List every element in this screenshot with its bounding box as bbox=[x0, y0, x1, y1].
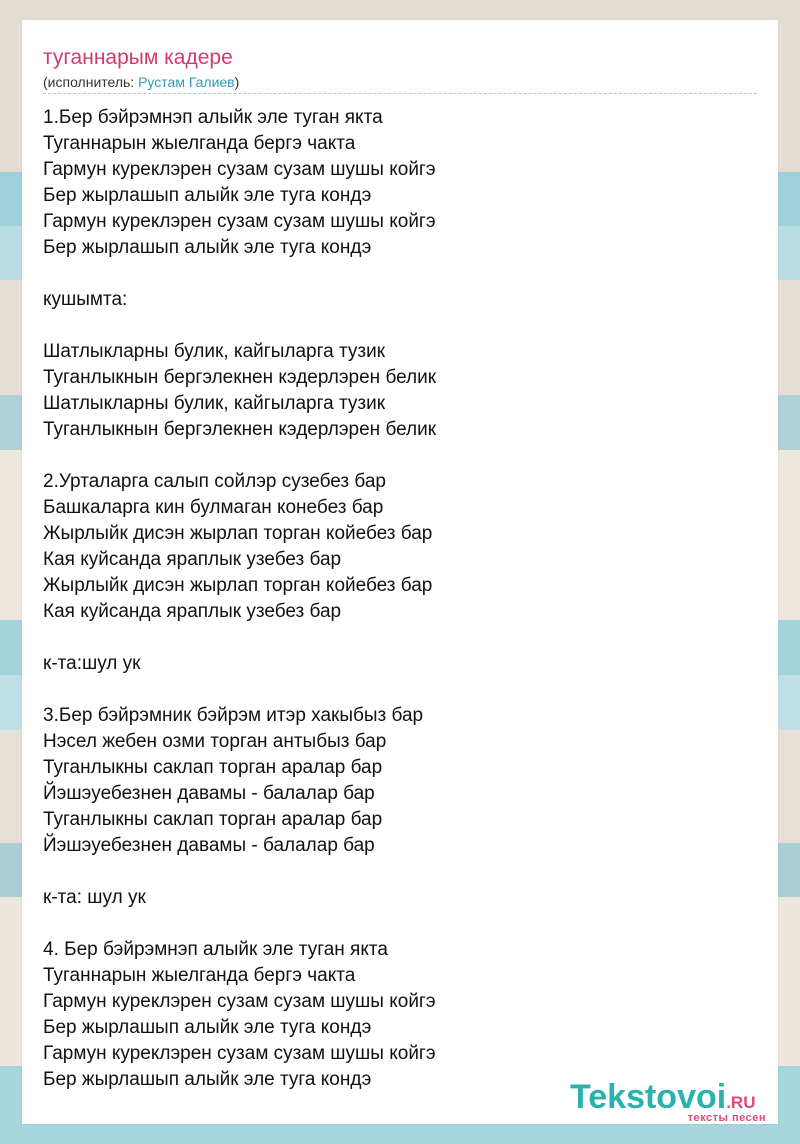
lyrics-line: Туганлыкны саклап торган аралар бар bbox=[43, 757, 383, 778]
lyrics-blank-line bbox=[43, 677, 753, 703]
lyrics-line: Туганнарын жыелганда бергэ чакта bbox=[43, 965, 356, 986]
lyrics-line: Башкаларга кин булмаган конебез бар bbox=[43, 497, 384, 518]
lyrics-line: Гармун куреклэрен сузам сузам шушы койгэ bbox=[43, 211, 436, 232]
song-title: туганнарым кадере bbox=[43, 46, 233, 69]
performer-suffix: ) bbox=[234, 74, 240, 90]
lyrics-line: к-та: шул ук bbox=[43, 887, 146, 908]
lyrics-line: 2.Урталарга салып сойлэр сузебез бар bbox=[43, 471, 386, 492]
title-divider bbox=[43, 93, 757, 94]
lyrics-blank-line bbox=[43, 443, 753, 469]
lyrics-line: Гармун куреклэрен сузам сузам шушы койгэ bbox=[43, 991, 436, 1012]
lyrics-line: Кая куйсанда яраплык узебез бар bbox=[43, 601, 342, 622]
lyrics-line: Гармун куреклэрен сузам сузам шушы койгэ bbox=[43, 159, 436, 180]
lyrics-blank-line bbox=[43, 911, 753, 937]
lyrics-line: Йэшэуебезнен давамы - балалар бар bbox=[43, 783, 375, 804]
lyrics-line: Йэшэуебезнен давамы - балалар бар bbox=[43, 835, 375, 856]
lyrics-line: Туганлыкнын бергэлекнен кэдерлэрен белик bbox=[43, 367, 437, 388]
lyrics-line: Бер жырлашып алыйк эле туга кондэ bbox=[43, 1069, 372, 1090]
lyrics-line: Туганлыкны саклап торган аралар бар bbox=[43, 809, 383, 830]
logo-tagline: тексты песен bbox=[687, 1112, 766, 1124]
lyrics-sheet bbox=[22, 20, 778, 1124]
lyrics-line: Шатлыкларны булик, кайгыларга тузик bbox=[43, 393, 386, 414]
lyrics-line: 4. Бер бэйрэмнэп алыйк эле туган якта bbox=[43, 939, 388, 960]
lyrics-line: к-та:шул ук bbox=[43, 653, 141, 674]
lyrics-line: 1.Бер бэйрэмнэп алыйк эле туган якта bbox=[43, 107, 383, 128]
lyrics-blank-line bbox=[43, 625, 753, 651]
lyrics-line: Бер жырлашып алыйк эле туга кондэ bbox=[43, 185, 372, 206]
logo-domain-suffix: .RU bbox=[726, 1093, 756, 1112]
lyrics-line: Туганнарын жыелганда бергэ чакта bbox=[43, 133, 356, 154]
lyrics-line: Кая куйсанда яраплык узебез бар bbox=[43, 549, 342, 570]
lyrics-body bbox=[43, 105, 753, 1093]
lyrics-line: Нэсел жебен озми торган антыбыз бар bbox=[43, 731, 387, 752]
lyrics-blank-line bbox=[43, 261, 753, 287]
lyrics-line: Жырлыйк дисэн жырлап торган койебез бар bbox=[43, 575, 433, 596]
lyrics-line: Жырлыйк дисэн жырлап торган койебез бар bbox=[43, 523, 433, 544]
performer-line bbox=[43, 74, 239, 90]
lyrics-blank-line bbox=[43, 313, 753, 339]
performer-prefix: (исполнитель: bbox=[43, 74, 139, 90]
lyrics-blank-line bbox=[43, 859, 753, 885]
site-logo[interactable] bbox=[570, 1078, 780, 1128]
lyrics-line: кушымта: bbox=[43, 289, 128, 310]
lyrics-line: Бер жырлашып алыйк эле туга кондэ bbox=[43, 1017, 372, 1038]
lyrics-line: Туганлыкнын бергэлекнен кэдерлэрен белик bbox=[43, 419, 437, 440]
lyrics-line: Гармун куреклэрен сузам сузам шушы койгэ bbox=[43, 1043, 436, 1064]
lyrics-line: Бер жырлашып алыйк эле туга кондэ bbox=[43, 237, 372, 258]
lyrics-line: 3.Бер бэйрэмник бэйрэм итэр хакыбыз бар bbox=[43, 705, 424, 726]
logo-wordmark: Tekstovoi bbox=[570, 1078, 727, 1116]
lyrics-line: Шатлыкларны булик, кайгыларга тузик bbox=[43, 341, 386, 362]
artist-link[interactable]: Рустам Галиев bbox=[138, 74, 235, 90]
